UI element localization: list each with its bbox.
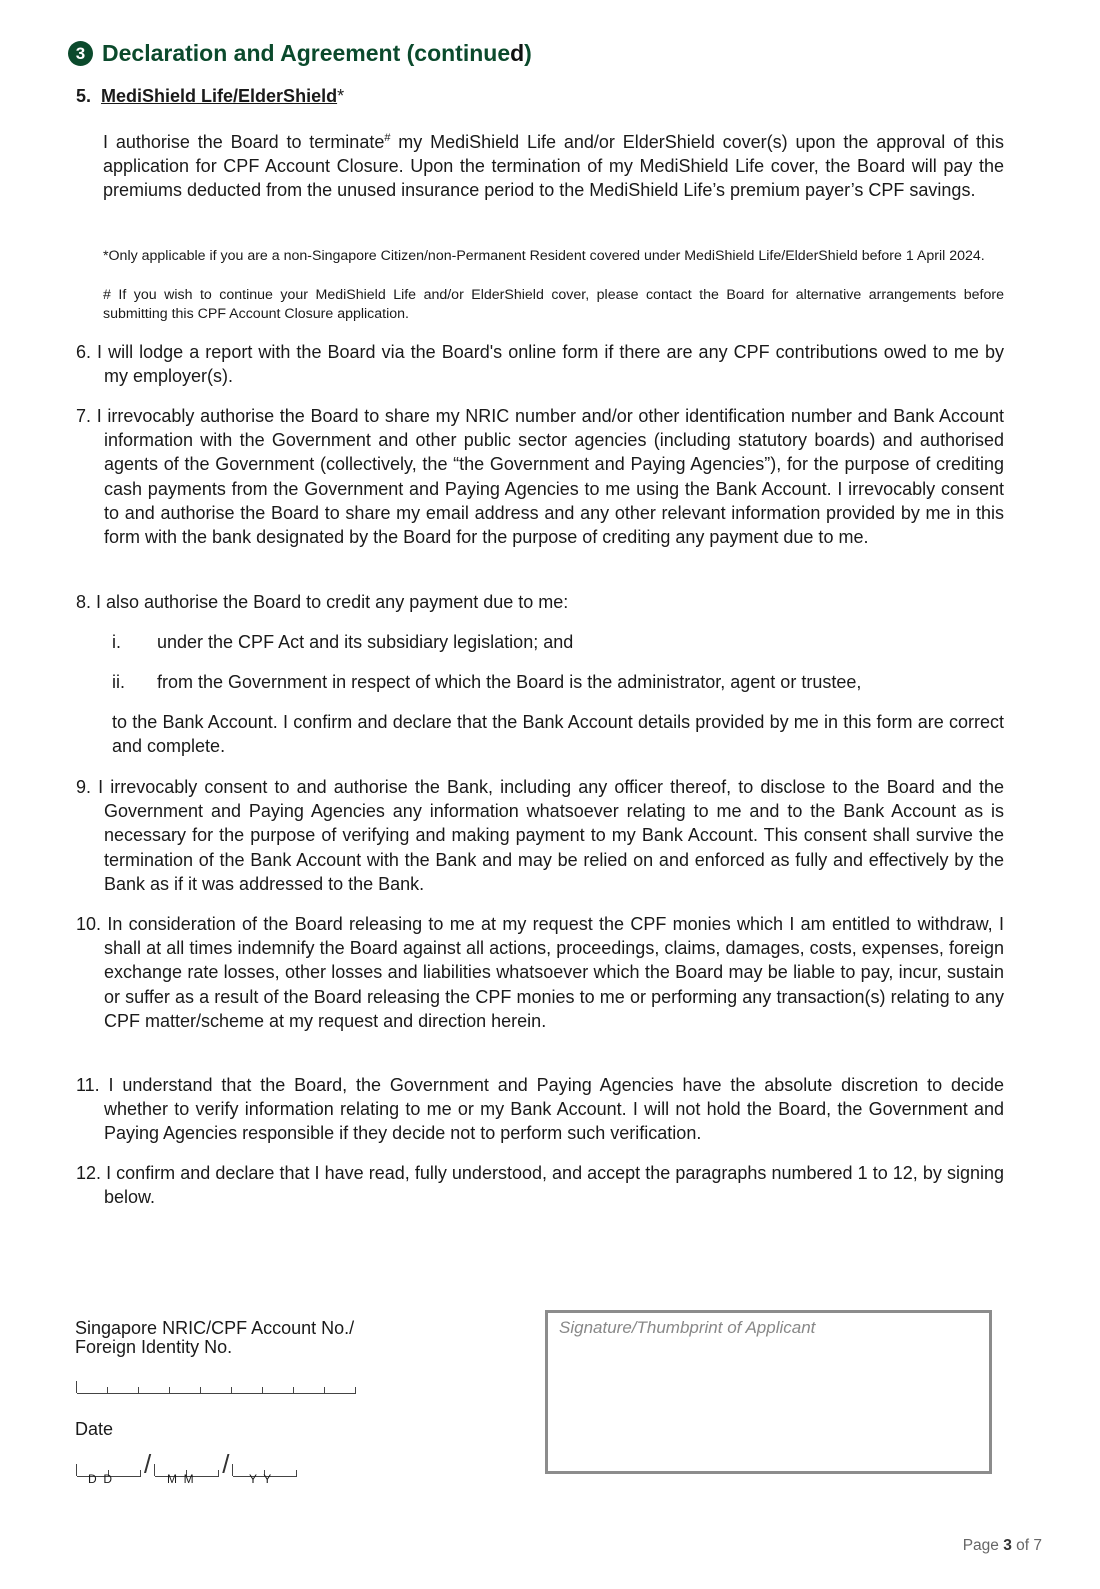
date-separator: / <box>222 1449 230 1479</box>
date-label: Date <box>75 1419 114 1439</box>
nric-box[interactable] <box>294 1387 325 1394</box>
signature-box[interactable] <box>545 1310 992 1474</box>
section-heading <box>68 40 532 67</box>
item-5-number: 5. <box>76 86 92 106</box>
item-11: 11. I understand that the Board, the Government and Paying Agencies have the absolute discretion to decide whether to verify information relating to me or my Bank Account. I will not hold the Board, the Government and Paying Agencies responsible if they decide not to perform such verification. <box>76 1075 1004 1144</box>
item-5-note-1: *Only applicable if you are a non-Singapore Citizen/non-Permanent Resident covered under MediShield Life/ElderShield before 1 April 2024. <box>103 248 985 264</box>
item-5-body-rest: my MediShield Life and/or ElderShield cover(s) upon the approval of this application for CPF Account Closure. Upon the termination of my MediShield Life cover, the Board will pay the premiums deducted from the unused insurance period to the MediShield Life’s premium payer’s CPF savings. <box>103 132 1004 201</box>
nric-input-boxes[interactable] <box>76 1381 356 1393</box>
item-9: 9. I irrevocably consent to and authorise the Bank, including any officer thereof, to disclose to the Board and the Government and Paying Agencies any information whatsoever relating to me and to the Bank Account as is necessary for the purpose of verifying and making payment to my Bank Account. This consent shall survive the termination of the Bank Account with the Bank and may be relied on and enforced as fully and effectively by the Bank as if it was addressed to the Bank. <box>76 777 1004 894</box>
item-8-i-number: i. <box>112 632 121 652</box>
section-title-d: d <box>510 40 525 66</box>
nric-box[interactable] <box>77 1387 108 1394</box>
page-prefix: Page <box>962 1537 1004 1554</box>
nric-box[interactable] <box>170 1387 201 1394</box>
date-day-hint: D D <box>88 1472 112 1486</box>
item-8-outro: to the Bank Account. I confirm and declare that the Bank Account details provided by me in this form are correct and complete. <box>112 712 1004 757</box>
item-10: 10. In consideration of the Board releasing to me at my request the CPF monies which I am entitled to withdraw, I shall at all times indemnify the Board against all actions, proceedings, claims, damages, costs, expenses, foreign exchange rate losses, other losses and liabilities whatsoever which the Board may be liable to pay, incur, sustain or suffer as a result of the Board releasing the CPF monies to me or performing any transaction(s) relating to any CPF matter/scheme at my request and direction herein. <box>76 914 1004 1031</box>
section-title <box>102 40 532 67</box>
item-5-heading <box>76 86 344 107</box>
nric-box[interactable] <box>325 1387 356 1394</box>
page-current: 3 <box>1003 1537 1012 1554</box>
item-5-body-start: I authorise the Board to terminate <box>103 132 385 152</box>
item-5-hash-mark: # <box>384 132 391 144</box>
item-8-i-text: under the CPF Act and its subsidiary legislation; and <box>157 632 574 652</box>
item-5-asterisk: * <box>337 86 345 106</box>
nric-box[interactable] <box>232 1387 263 1394</box>
item-8-intro: 8. I also authorise the Board to credit any payment due to me: <box>76 592 569 612</box>
item-5-body <box>103 126 1004 203</box>
page-number <box>963 1537 1042 1555</box>
signature-label: Signature/Thumbprint of Applicant <box>559 1318 816 1337</box>
section-title-main: Declaration and Agreement (continue <box>102 40 511 66</box>
item-8-ii-text: from the Government in respect of which the Board is the administrator, agent or trustee, <box>157 672 862 692</box>
date-box[interactable] <box>109 1470 141 1477</box>
nric-box[interactable] <box>139 1387 170 1394</box>
item-5-note-2: # If you wish to continue your MediShield Life and/or ElderShield cover, please contact the Board for alternative arrangements before submitting this CPF Account Closure application. <box>103 287 1004 322</box>
date-year-hint: Y Y <box>249 1472 272 1486</box>
nric-box[interactable] <box>263 1387 294 1394</box>
nric-box[interactable] <box>201 1387 232 1394</box>
item-8-ii-number: ii. <box>112 672 125 692</box>
item-6: 6. I will lodge a report with the Board via the Board's online form if there are any CPF contributions owed to me by my employer(s). <box>76 342 1004 387</box>
nric-label-line-2: Foreign Identity No. <box>75 1337 233 1357</box>
item-5-title: MediShield Life/ElderShield <box>101 86 338 106</box>
item-7: 7. I irrevocably authorise the Board to share my NRIC number and/or other identification number and Bank Account information with the Government and other public sector agencies (including statutory boards) and authorised agents of the Government (collectively, the “the Government and Paying Agencies”), for the purpose of crediting cash payments from the Government and Paying Agencies to me using the Bank Account. I irrevocably consent to and authorise the Board to share my email address and any other relevant information provided by me in this form with the bank designated by the Board for the purpose of crediting any payment due to me. <box>76 406 1004 548</box>
item-12: 12. I confirm and declare that I have read, fully understood, and accept the paragraphs numbered 1 to 12, by signing below. <box>76 1163 1004 1208</box>
section-number-badge: 3 <box>68 41 93 66</box>
nric-label-line-1: Singapore NRIC/CPF Account No./ <box>75 1318 355 1338</box>
date-separator: / <box>144 1449 152 1479</box>
page-total: of 7 <box>1011 1537 1042 1554</box>
nric-box[interactable] <box>108 1387 139 1394</box>
date-month-hint: M M <box>167 1472 194 1486</box>
section-title-end: ) <box>524 40 532 66</box>
